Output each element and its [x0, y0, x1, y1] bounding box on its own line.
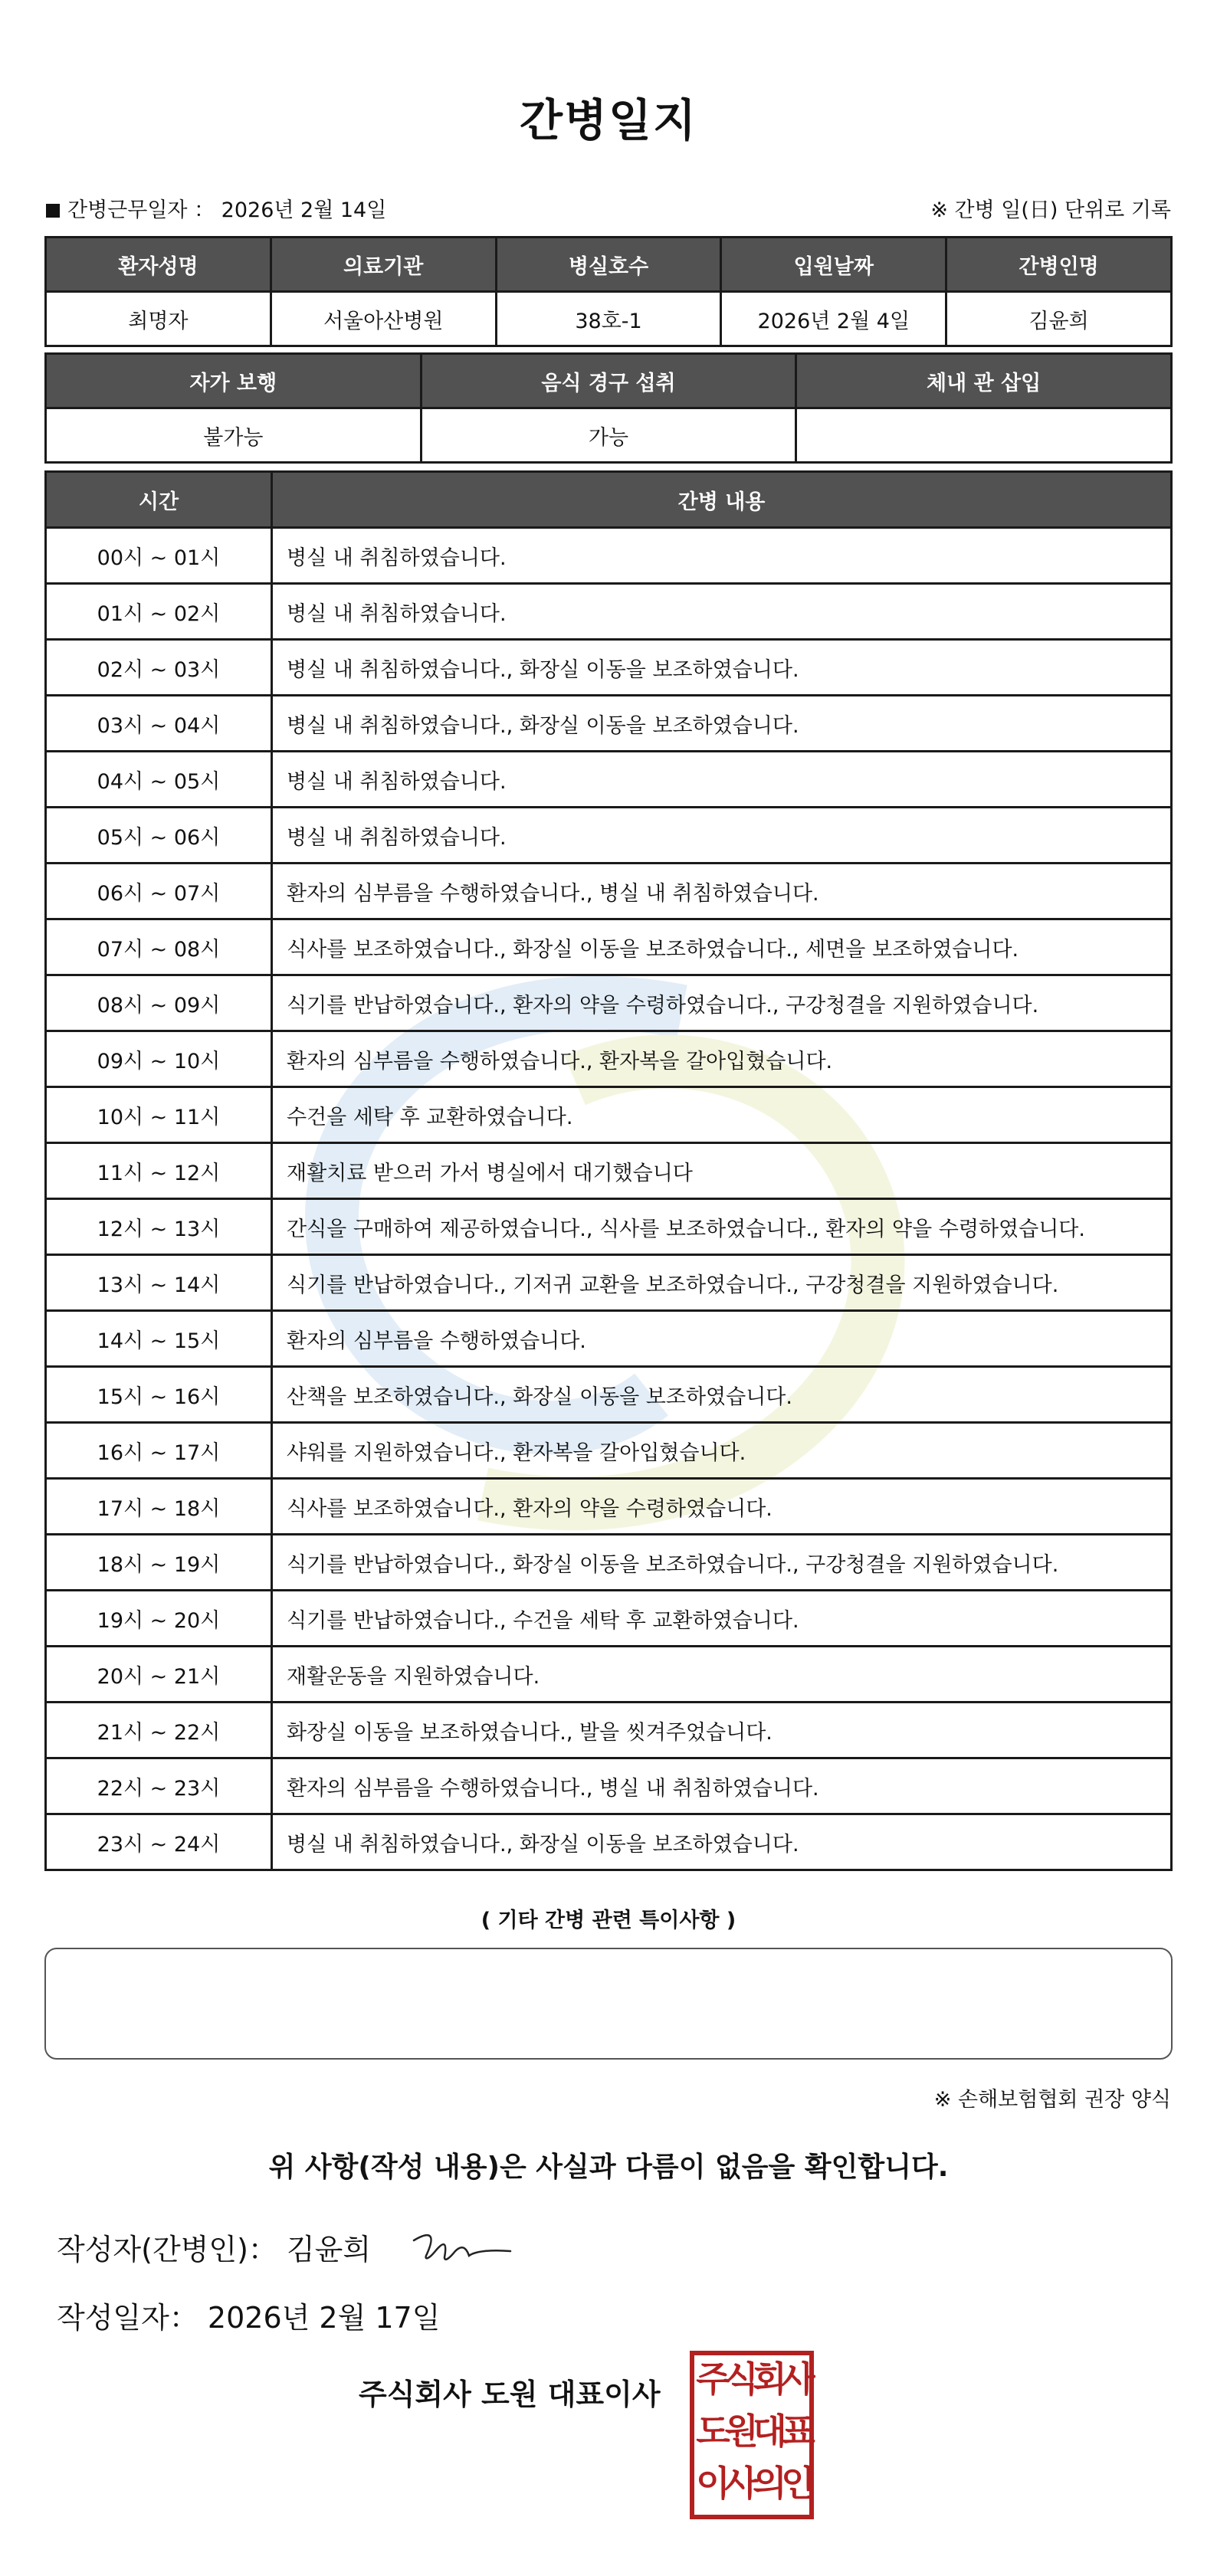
walking-value: 불가능 — [46, 408, 422, 463]
table-row — [46, 696, 1172, 752]
row-time: 23시 ~ 24시 — [46, 1814, 272, 1870]
row-content: 식사를 보조하였습니다., 환자의 약을 수령하였습니다. — [272, 1479, 1172, 1535]
row-content: 식기를 반납하였습니다., 기저귀 교환을 보조하였습니다., 구강청결을 지원하였습니다. — [272, 1255, 1172, 1311]
row-time: 11시 ~ 12시 — [46, 1143, 272, 1199]
header-admission-date: 입원날짜 — [721, 238, 946, 292]
seal-char: 식 — [724, 2358, 759, 2400]
table-row — [46, 1535, 1172, 1591]
row-content: 환자의 심부름을 수행하였습니다. — [272, 1311, 1172, 1367]
row-time: 08시 ~ 09시 — [46, 975, 272, 1031]
hospital-name: 서울아산병원 — [271, 292, 496, 346]
header-patient-name: 환자성명 — [46, 238, 271, 292]
confirmation-statement: 위 사항(작성 내용)은 사실과 다름이 없음을 확인합니다. — [268, 2152, 949, 2183]
table-row — [46, 752, 1172, 808]
seal-char: 대 — [753, 2410, 787, 2452]
row-content: 재활치료 받으러 가서 병실에서 대기했습니다 — [272, 1143, 1172, 1199]
row-time: 16시 ~ 17시 — [46, 1423, 272, 1479]
table-row — [46, 1087, 1172, 1143]
seal-char: 인 — [781, 2463, 815, 2504]
row-content: 식사를 보조하였습니다., 화장실 이동을 보조하였습니다., 세면을 보조하였습니다. — [272, 919, 1172, 975]
table-row — [46, 584, 1172, 640]
row-content: 병실 내 취침하였습니다. — [272, 808, 1172, 864]
company-seal — [690, 2351, 814, 2519]
row-time: 12시 ~ 13시 — [46, 1199, 272, 1255]
row-time: 15시 ~ 16시 — [46, 1367, 272, 1423]
table-row — [46, 1143, 1172, 1199]
written-date: 작성일자： 2026년 2월 17일 — [57, 2301, 441, 2335]
row-time: 13시 ~ 14시 — [46, 1255, 272, 1311]
row-time: 06시 ~ 07시 — [46, 864, 272, 919]
row-time: 09시 ~ 10시 — [46, 1031, 272, 1087]
row-time: 04시 ~ 05시 — [46, 752, 272, 808]
table-row — [46, 1479, 1172, 1535]
seal-char: 원 — [724, 2410, 759, 2452]
row-time: 20시 ~ 21시 — [46, 1647, 272, 1703]
table-row — [46, 1255, 1172, 1311]
table-row — [46, 640, 1172, 696]
table-row — [46, 1311, 1172, 1367]
page-title: 간병일지 — [519, 94, 698, 146]
table-row — [46, 1814, 1172, 1870]
table-row — [46, 919, 1172, 975]
square-bullet-icon — [46, 204, 60, 218]
table-row — [46, 1199, 1172, 1255]
signature-icon — [399, 2224, 521, 2270]
row-content: 샤워를 지원하였습니다., 환자복을 갈아입혔습니다. — [272, 1423, 1172, 1479]
row-time: 14시 ~ 15시 — [46, 1311, 272, 1367]
seal-char: 사 — [724, 2463, 759, 2504]
row-content: 병실 내 취침하였습니다. — [272, 528, 1172, 584]
seal-char: 주 — [696, 2358, 730, 2400]
row-time: 17시 ~ 18시 — [46, 1479, 272, 1535]
table-row — [46, 808, 1172, 864]
row-time: 02시 ~ 03시 — [46, 640, 272, 696]
table-row — [46, 975, 1172, 1031]
table-row — [46, 1647, 1172, 1703]
table-row — [46, 1703, 1172, 1758]
patient-name: 최명자 — [46, 292, 271, 346]
row-time: 22시 ~ 23시 — [46, 1758, 272, 1814]
table-row — [46, 528, 1172, 584]
row-content: 병실 내 취침하였습니다., 화장실 이동을 보조하였습니다. — [272, 1814, 1172, 1870]
row-content: 산책을 보조하였습니다., 화장실 이동을 보조하였습니다. — [272, 1367, 1172, 1423]
row-content: 환자의 심부름을 수행하였습니다., 병실 내 취침하였습니다. — [272, 1758, 1172, 1814]
row-time: 07시 ~ 08시 — [46, 919, 272, 975]
oral-intake-value: 가능 — [421, 408, 796, 463]
header-hospital: 의료기관 — [271, 238, 496, 292]
row-time: 00시 ~ 01시 — [46, 528, 272, 584]
row-time: 01시 ~ 02시 — [46, 584, 272, 640]
row-content: 수건을 세탁 후 교환하였습니다. — [272, 1087, 1172, 1143]
patient-info-table — [44, 236, 1173, 347]
seal-char: 의 — [753, 2463, 787, 2504]
room-number: 38호-1 — [496, 292, 721, 346]
admission-date: 2026년 2월 4일 — [721, 292, 946, 346]
row-content: 식기를 반납하였습니다., 수건을 세탁 후 교환하였습니다. — [272, 1591, 1172, 1647]
table-row — [46, 864, 1172, 919]
seal-char: 사 — [781, 2358, 815, 2400]
table-row — [46, 1367, 1172, 1423]
company-representative: 주식회사 도원 대표이사 — [359, 2378, 661, 2411]
header-content: 간병 내용 — [272, 472, 1172, 528]
patient-status-table — [44, 352, 1173, 464]
remarks-box — [44, 1948, 1173, 2060]
unit-note: ※ 간병 일(日) 단위로 기록 — [930, 198, 1171, 222]
row-content: 간식을 구매하여 제공하였습니다., 식사를 보조하였습니다., 환자의 약을 수령하였습니다. — [272, 1199, 1172, 1255]
row-content: 병실 내 취침하였습니다., 화장실 이동을 보조하였습니다. — [272, 696, 1172, 752]
row-content: 화장실 이동을 보조하였습니다., 발을 씻겨주었습니다. — [272, 1703, 1172, 1758]
header-tube: 체내 관 삽입 — [796, 354, 1172, 408]
row-content: 환자의 심부름을 수행하였습니다., 환자복을 갈아입혔습니다. — [272, 1031, 1172, 1087]
seal-char: 표 — [781, 2410, 815, 2452]
header-time: 시간 — [46, 472, 272, 528]
row-time: 03시 ~ 04시 — [46, 696, 272, 752]
header-room: 병실호수 — [496, 238, 721, 292]
row-content: 식기를 반납하였습니다., 화장실 이동을 보조하였습니다., 구강청결을 지원하였습니다. — [272, 1535, 1172, 1591]
row-time: 21시 ~ 22시 — [46, 1703, 272, 1758]
table-row — [46, 1423, 1172, 1479]
care-log-table — [44, 470, 1173, 1871]
row-content: 식기를 반납하였습니다., 환자의 약을 수령하였습니다., 구강청결을 지원하였습니다. — [272, 975, 1172, 1031]
header-walking: 자가 보행 — [46, 354, 422, 408]
row-content: 재활운동을 지원하였습니다. — [272, 1647, 1172, 1703]
header-oral-intake: 음식 경구 섭취 — [421, 354, 796, 408]
seal-char: 회 — [753, 2358, 787, 2400]
seal-char: 이 — [696, 2463, 730, 2504]
remarks-title: ( 기타 간병 관련 특이사항 ) — [481, 1909, 736, 1932]
table-row — [46, 1758, 1172, 1814]
work-date-text: 간병근무일자 ： 2026년 2월 14일 — [67, 198, 387, 222]
row-time: 18시 ~ 19시 — [46, 1535, 272, 1591]
row-content: 환자의 심부름을 수행하였습니다., 병실 내 취침하였습니다. — [272, 864, 1172, 919]
work-date — [46, 193, 386, 223]
table-row — [46, 1591, 1172, 1647]
row-time: 19시 ~ 20시 — [46, 1591, 272, 1647]
row-content: 병실 내 취침하였습니다., 화장실 이동을 보조하였습니다. — [272, 640, 1172, 696]
row-time: 10시 ~ 11시 — [46, 1087, 272, 1143]
row-time: 05시 ~ 06시 — [46, 808, 272, 864]
row-content: 병실 내 취침하였습니다. — [272, 584, 1172, 640]
table-row — [46, 1031, 1172, 1087]
header-caregiver: 간병인명 — [946, 238, 1172, 292]
seal-char: 도 — [696, 2410, 730, 2452]
writer-line: 작성자(간병인)： 김윤희 — [57, 2233, 372, 2266]
form-note: ※ 손해보험협회 권장 양식 — [933, 2088, 1171, 2112]
tube-value — [796, 408, 1172, 463]
row-content: 병실 내 취침하였습니다. — [272, 752, 1172, 808]
caregiver-name: 김윤희 — [946, 292, 1172, 346]
